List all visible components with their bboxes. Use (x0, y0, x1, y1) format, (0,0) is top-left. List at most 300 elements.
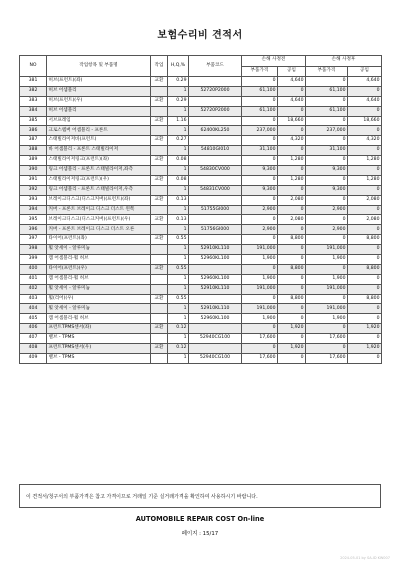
row-before-labor: 0 (278, 304, 306, 314)
row-before-part-price: 0 (242, 294, 278, 304)
row-item: 스태빌라이저링크(프런트)(우) (47, 175, 151, 185)
row-after-part-price: 1,900 (306, 314, 348, 324)
row-part-code (189, 324, 242, 334)
row-work (151, 146, 168, 156)
row-no: 388 (20, 146, 47, 156)
row-item: 프런트TPMS센서(우) (47, 344, 151, 354)
row-hq: 1 (168, 146, 189, 156)
row-work (151, 166, 168, 176)
row-hq: 1 (168, 166, 189, 176)
table-row (20, 215, 382, 225)
row-no: 406 (20, 324, 47, 334)
row-hq: 1 (168, 225, 189, 235)
row-after-part-price: 191,000 (306, 304, 348, 314)
table-row (20, 284, 382, 294)
row-after-part-price: 0 (306, 294, 348, 304)
row-before-part-price: 191,000 (242, 284, 278, 294)
row-work: 교환 (151, 96, 168, 106)
row-part-code (189, 175, 242, 185)
row-part-code: 54810GI010 (189, 146, 242, 156)
row-item: 타이어(프런트)(좌) (47, 235, 151, 245)
row-after-labor: 1,920 (348, 324, 382, 334)
row-item: 커버 - 프론트 브레이크 디스크 더스트 왼쪽 (47, 205, 151, 215)
table-row (20, 106, 382, 116)
row-hq: 1 (168, 353, 189, 363)
table-row (20, 185, 382, 195)
row-after-labor: 0 (348, 185, 382, 195)
row-item: 스태빌라이저링크(프런트)(좌) (47, 156, 151, 166)
row-before-labor: 0 (278, 225, 306, 235)
row-hq: 1 (168, 274, 189, 284)
row-item: 브레이크디스크(디스크커버)(프런트)(우) (47, 215, 151, 225)
row-no: 389 (20, 156, 47, 166)
row-before-part-price: 191,000 (242, 245, 278, 255)
row-before-part-price: 9,300 (242, 166, 278, 176)
row-before-labor: 4,640 (278, 77, 306, 87)
row-no: 387 (20, 136, 47, 146)
row-no: 404 (20, 304, 47, 314)
row-after-labor: 0 (348, 86, 382, 96)
row-item: 프런트TPMS센서(좌) (47, 324, 151, 334)
row-after-part-price: 0 (306, 116, 348, 126)
row-work: 교환 (151, 175, 168, 185)
row-before-labor: 0 (278, 205, 306, 215)
row-part-code (189, 77, 242, 87)
row-item: 휠 앗세이 - 알루미늄 (47, 284, 151, 294)
row-item: 바 어셈블리 - 프론트 스태빌라이저 (47, 146, 151, 156)
table-row (20, 205, 382, 215)
table-row (20, 353, 382, 363)
row-no: 382 (20, 86, 47, 96)
header-work: 작업 (151, 56, 168, 77)
row-before-part-price: 0 (242, 324, 278, 334)
row-work (151, 86, 168, 96)
row-before-part-price: 17,600 (242, 334, 278, 344)
row-part-code (189, 264, 242, 274)
row-part-code: 52960KL100 (189, 255, 242, 265)
row-item: 스태빌라이저바(프런트) (47, 136, 151, 146)
row-work (151, 274, 168, 284)
row-hq: 0.13 (168, 215, 189, 225)
row-item: 허브 어셈블리 (47, 106, 151, 116)
row-item: 링크 어셈블리 - 프론트 스태빌라이저,우측 (47, 185, 151, 195)
row-work (151, 225, 168, 235)
row-after-part-price: 237,000 (306, 126, 348, 136)
row-after-part-price: 0 (306, 264, 348, 274)
row-before-part-price: 0 (242, 116, 278, 126)
row-after-labor: 0 (348, 126, 382, 136)
row-after-part-price: 61,100 (306, 106, 348, 116)
row-part-code: 52910KL110 (189, 284, 242, 294)
row-after-part-price: 0 (306, 136, 348, 146)
row-before-labor: 0 (278, 166, 306, 176)
table-row (20, 245, 382, 255)
row-work: 교환 (151, 215, 168, 225)
row-no: 392 (20, 185, 47, 195)
row-part-code (189, 136, 242, 146)
row-work: 교환 (151, 195, 168, 205)
header-before-labor: 공임 (278, 66, 306, 77)
row-before-labor: 1,280 (278, 175, 306, 185)
row-part-code: 52910KL110 (189, 245, 242, 255)
row-after-part-price: 1,900 (306, 255, 348, 265)
row-item: 휠(리어)(우) (47, 294, 151, 304)
row-no: 409 (20, 353, 47, 363)
row-after-part-price: 31,100 (306, 146, 348, 156)
row-after-part-price: 17,600 (306, 334, 348, 344)
row-hq: 0.08 (168, 175, 189, 185)
row-work (151, 126, 168, 136)
row-hq: 0.27 (168, 136, 189, 146)
row-before-part-price: 1,900 (242, 314, 278, 324)
table-row (20, 166, 382, 176)
row-after-part-price: 2,900 (306, 225, 348, 235)
row-work (151, 353, 168, 363)
row-before-labor: 0 (278, 185, 306, 195)
row-item: 서브프레임 (47, 116, 151, 126)
row-before-part-price: 0 (242, 96, 278, 106)
row-work (151, 255, 168, 265)
row-hq: 1 (168, 86, 189, 96)
row-before-labor: 0 (278, 334, 306, 344)
table-row (20, 126, 382, 136)
row-part-code (189, 96, 242, 106)
row-work: 교환 (151, 264, 168, 274)
table-row (20, 77, 382, 87)
row-part-code (189, 116, 242, 126)
row-part-code (189, 195, 242, 205)
row-before-part-price: 0 (242, 235, 278, 245)
row-after-labor: 8,800 (348, 294, 382, 304)
row-work: 교환 (151, 294, 168, 304)
row-after-part-price: 0 (306, 324, 348, 334)
row-hq: 1 (168, 126, 189, 136)
row-before-part-price: 61,100 (242, 106, 278, 116)
row-before-labor: 0 (278, 284, 306, 294)
row-work (151, 334, 168, 344)
estimate-table (19, 55, 382, 364)
table-row (20, 96, 382, 106)
row-before-part-price: 0 (242, 264, 278, 274)
row-after-labor: 8,800 (348, 264, 382, 274)
header-no: NO (20, 56, 47, 77)
row-item: 크로스멤버 어셈블리 - 프론트 (47, 126, 151, 136)
row-after-part-price: 9,300 (306, 185, 348, 195)
row-work (151, 245, 168, 255)
row-before-part-price: 1,900 (242, 274, 278, 284)
row-before-part-price: 61,100 (242, 86, 278, 96)
table-row (20, 334, 382, 344)
row-item: 커버 - 프론트 브레이크 디스크 더스트 오른 (47, 225, 151, 235)
notice-text: 이 견적서/청구서의 부품가격은 참고 가격이므로 거래일 기준 실거래가격을 확인하여 사용하시기 바랍니다. (26, 493, 258, 500)
row-hq: 1 (168, 334, 189, 344)
row-no: 391 (20, 175, 47, 185)
row-work (151, 284, 168, 294)
row-before-labor: 0 (278, 274, 306, 284)
row-after-part-price: 0 (306, 235, 348, 245)
print-stamp: 2024-05-01 by SA-ID KW007 (340, 556, 390, 560)
row-hq: 0.55 (168, 235, 189, 245)
row-hq: 0.12 (168, 344, 189, 354)
row-hq: 0.12 (168, 324, 189, 334)
row-before-labor: 2,080 (278, 215, 306, 225)
row-after-labor: 1,920 (348, 344, 382, 354)
footer-title: AUTOMOBILE REPAIR COST On-line (135, 515, 265, 523)
row-item: 휠 앗세이 - 알루미늄 (47, 245, 151, 255)
row-hq: 1 (168, 284, 189, 294)
row-after-part-price: 0 (306, 344, 348, 354)
row-after-labor: 0 (348, 334, 382, 344)
header-before-part-price: 부품가격 (242, 66, 278, 77)
table-row (20, 344, 382, 354)
table-row (20, 156, 382, 166)
row-before-part-price: 0 (242, 156, 278, 166)
row-before-part-price: 1,900 (242, 255, 278, 265)
row-work: 교환 (151, 324, 168, 334)
row-before-labor: 0 (278, 106, 306, 116)
row-before-labor: 18,660 (278, 116, 306, 126)
row-after-labor: 0 (348, 146, 382, 156)
row-part-code: 52940CG100 (189, 334, 242, 344)
row-hq: 0.55 (168, 294, 189, 304)
row-item: 캡 어셈블리-휠 허브 (47, 274, 151, 284)
row-hq: 1 (168, 185, 189, 195)
notice-box (19, 484, 381, 508)
row-after-part-price: 61,100 (306, 86, 348, 96)
row-item: 밸브 - TPMS (47, 334, 151, 344)
row-before-labor: 8,800 (278, 294, 306, 304)
row-no: 399 (20, 255, 47, 265)
page-title: 보험수리비 견적서 (157, 30, 243, 41)
row-before-labor: 0 (278, 146, 306, 156)
header-item: 작업항목 및 부품명 (47, 56, 151, 77)
row-part-code (189, 294, 242, 304)
row-item: 브레이크디스크(디스크커버)(프런트)(좌) (47, 195, 151, 205)
row-after-part-price: 191,000 (306, 284, 348, 294)
row-no: 381 (20, 77, 47, 87)
row-before-labor: 2,080 (278, 195, 306, 205)
row-no: 398 (20, 245, 47, 255)
row-before-labor: 8,800 (278, 264, 306, 274)
row-after-labor: 0 (348, 284, 382, 294)
row-work (151, 185, 168, 195)
row-before-part-price: 0 (242, 215, 278, 225)
table-row (20, 146, 382, 156)
row-hq: 1 (168, 314, 189, 324)
row-work (151, 304, 168, 314)
row-after-labor: 0 (348, 274, 382, 284)
table-row (20, 195, 382, 205)
row-after-labor: 0 (348, 314, 382, 324)
row-no: 396 (20, 225, 47, 235)
row-before-labor: 0 (278, 86, 306, 96)
row-no: 401 (20, 274, 47, 284)
table-row (20, 116, 382, 126)
row-part-code: 52720P2000 (189, 86, 242, 96)
row-no: 400 (20, 264, 47, 274)
row-hq: 1 (168, 205, 189, 215)
table-row (20, 255, 382, 265)
row-after-part-price: 0 (306, 215, 348, 225)
row-no: 397 (20, 235, 47, 245)
row-part-code: 52910KL110 (189, 304, 242, 314)
row-after-part-price: 191,000 (306, 245, 348, 255)
row-before-labor: 0 (278, 126, 306, 136)
table-row (20, 264, 382, 274)
row-before-labor: 1,920 (278, 344, 306, 354)
row-part-code: 52960KL100 (189, 314, 242, 324)
table-row (20, 324, 382, 334)
row-work: 교환 (151, 235, 168, 245)
table-body (20, 77, 382, 364)
table-row (20, 175, 382, 185)
table-row (20, 136, 382, 146)
row-work: 교환 (151, 116, 168, 126)
header-after-part-price: 부품가격 (306, 66, 348, 77)
row-item: 밸브 - TPMS (47, 353, 151, 363)
row-before-labor: 0 (278, 314, 306, 324)
row-hq: 0.29 (168, 96, 189, 106)
row-work (151, 106, 168, 116)
table-row (20, 235, 382, 245)
row-after-part-price: 0 (306, 96, 348, 106)
table-row (20, 314, 382, 324)
table-row (20, 304, 382, 314)
row-part-code: 52960KL100 (189, 274, 242, 284)
row-no: 408 (20, 344, 47, 354)
table-row (20, 225, 382, 235)
row-after-labor: 0 (348, 245, 382, 255)
row-work: 교환 (151, 77, 168, 87)
row-after-labor: 2,080 (348, 215, 382, 225)
row-before-part-price: 2,900 (242, 205, 278, 215)
row-after-part-price: 2,900 (306, 205, 348, 215)
row-after-part-price: 1,900 (306, 274, 348, 284)
table-row (20, 294, 382, 304)
row-item: 허브 어셈블리 (47, 86, 151, 96)
row-no: 403 (20, 294, 47, 304)
row-hq: 0.08 (168, 156, 189, 166)
row-after-part-price: 0 (306, 175, 348, 185)
row-after-labor: 1,280 (348, 156, 382, 166)
row-before-part-price: 0 (242, 136, 278, 146)
row-hq: 1.16 (168, 116, 189, 126)
row-after-labor: 4,320 (348, 136, 382, 146)
row-no: 395 (20, 215, 47, 225)
row-before-part-price: 191,000 (242, 304, 278, 314)
row-after-labor: 0 (348, 225, 382, 235)
row-hq: 0.13 (168, 195, 189, 205)
header-before-group: 손해 사정전 (242, 56, 306, 67)
row-no: 405 (20, 314, 47, 324)
row-after-labor: 2,080 (348, 195, 382, 205)
row-work: 교환 (151, 344, 168, 354)
row-no: 386 (20, 126, 47, 136)
row-part-code: 51756GI000 (189, 225, 242, 235)
row-before-part-price: 0 (242, 344, 278, 354)
row-no: 402 (20, 284, 47, 294)
row-before-labor: 0 (278, 245, 306, 255)
row-after-part-price: 0 (306, 77, 348, 87)
row-no: 385 (20, 116, 47, 126)
row-after-labor: 0 (348, 353, 382, 363)
row-before-labor: 8,800 (278, 235, 306, 245)
row-work: 교환 (151, 136, 168, 146)
row-after-part-price: 9,300 (306, 166, 348, 176)
row-part-code: 52940CG100 (189, 353, 242, 363)
row-part-code: 54831CV000 (189, 185, 242, 195)
row-before-part-price: 2,900 (242, 225, 278, 235)
header-hq: H,Q,% (168, 56, 189, 77)
row-work (151, 314, 168, 324)
row-hq: 1 (168, 106, 189, 116)
row-before-part-price: 9,300 (242, 185, 278, 195)
row-no: 407 (20, 334, 47, 344)
row-after-labor: 18,660 (348, 116, 382, 126)
row-after-labor: 0 (348, 106, 382, 116)
header-part-code: 부품코드 (189, 56, 242, 77)
row-item: 캡 어셈블리-휠 허브 (47, 314, 151, 324)
row-part-code (189, 344, 242, 354)
row-before-labor: 4,320 (278, 136, 306, 146)
row-item: 휠 앗세이 - 알루미늄 (47, 304, 151, 314)
row-before-labor: 4,640 (278, 96, 306, 106)
row-item: 타이어(프런트)(우) (47, 264, 151, 274)
row-part-code: 62400KL250 (189, 126, 242, 136)
row-work (151, 205, 168, 215)
row-after-labor: 0 (348, 205, 382, 215)
header-after-labor: 공임 (348, 66, 382, 77)
row-item: 허브(프런트)(좌) (47, 77, 151, 87)
row-hq: 1 (168, 255, 189, 265)
row-part-code: 52720P2000 (189, 106, 242, 116)
row-before-part-price: 17,600 (242, 353, 278, 363)
row-after-labor: 1,280 (348, 175, 382, 185)
row-after-labor: 0 (348, 304, 382, 314)
row-before-part-price: 31,100 (242, 146, 278, 156)
table-row (20, 86, 382, 96)
row-before-part-price: 0 (242, 195, 278, 205)
row-work: 교환 (151, 156, 168, 166)
table-row (20, 274, 382, 284)
row-item: 캡 어셈블리-휠 허브 (47, 255, 151, 265)
row-hq: 1 (168, 304, 189, 314)
row-after-labor: 0 (348, 166, 382, 176)
row-after-labor: 0 (348, 255, 382, 265)
row-no: 383 (20, 96, 47, 106)
row-before-part-price: 0 (242, 77, 278, 87)
row-no: 384 (20, 106, 47, 116)
row-after-part-price: 0 (306, 195, 348, 205)
header-row-top (20, 56, 382, 67)
row-after-labor: 4,640 (348, 77, 382, 87)
row-part-code: 51755GI000 (189, 205, 242, 215)
row-after-labor: 4,640 (348, 96, 382, 106)
row-hq: 0.29 (168, 77, 189, 87)
row-hq: 1 (168, 245, 189, 255)
row-no: 394 (20, 205, 47, 215)
row-before-labor: 0 (278, 255, 306, 265)
row-no: 393 (20, 195, 47, 205)
row-no: 390 (20, 166, 47, 176)
page-number: 페이지 : 15/17 (181, 531, 219, 537)
row-after-labor: 8,800 (348, 235, 382, 245)
row-item: 허브(프런트)(우) (47, 96, 151, 106)
row-part-code (189, 156, 242, 166)
row-before-labor: 0 (278, 353, 306, 363)
row-part-code (189, 235, 242, 245)
row-hq: 0.55 (168, 264, 189, 274)
